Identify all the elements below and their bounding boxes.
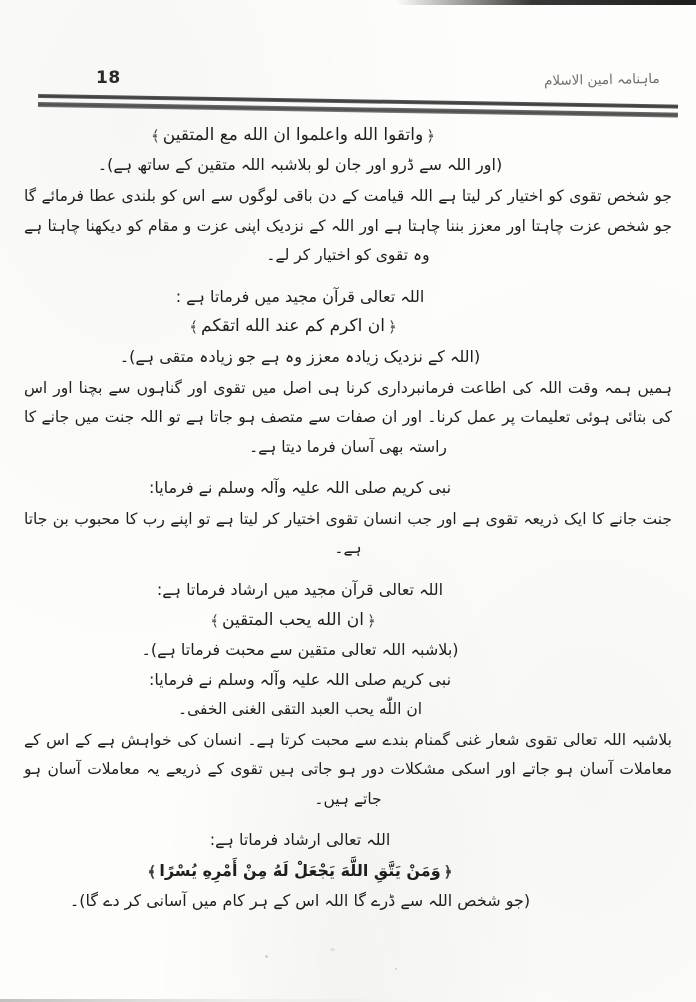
scan-speck bbox=[330, 948, 335, 951]
scan-speck bbox=[395, 968, 397, 970]
verse-open-ornament: ﴿ bbox=[387, 318, 397, 337]
paragraph-spacer bbox=[24, 568, 672, 577]
para-3: جنت جانے کا ایک ذریعہ تقوی ہے اور جب انسان تقوی اختیار کر لیتا ہے تو اپنے رب کا محبوب بن جاتا ہے۔ bbox=[24, 509, 672, 558]
verse-3-translation: (بلاشبہ اللہ تعالی متقین سے محبت فرماتا ہے)۔ bbox=[141, 640, 459, 660]
intro-2: نبی کریم صلی اللہ علیہ وآلہ وسلم نے فرمایا: bbox=[148, 478, 452, 498]
page-body bbox=[24, 122, 672, 918]
intro-5: اللہ تعالی ارشاد فرماتا ہے: bbox=[209, 829, 391, 849]
verse-open-ornament: ﴿ bbox=[426, 127, 435, 145]
verse-4 bbox=[24, 857, 672, 885]
verse-1 bbox=[24, 122, 672, 148]
verse-close-ornament: ﴾ bbox=[210, 611, 219, 630]
verse-close-ornament: ﴾ bbox=[147, 862, 157, 881]
verse-text: ان الله يحب المتقين bbox=[222, 609, 364, 630]
paragraph-spacer bbox=[24, 466, 672, 475]
para-2: ہمیں ہمہ وقت اللہ کی اطاعت فرمانبرداری کرنا ہی اصل میں تقوی اور گناہوں سے بچنا اور اس کی بتائی ہوئی تعلیمات پر عمل کرنا۔ اور ان صفات سے متصف ہو جاتا ہے تو اللہ جنت میں جانے کا راستہ بھی آسان فرما دیتا ہے۔ bbox=[24, 378, 672, 456]
verse-close-ornament: ﴾ bbox=[189, 318, 199, 337]
scan-edge-artifact bbox=[396, 0, 696, 5]
paragraph-spacer bbox=[24, 275, 672, 284]
verse-open-ornament: ﴿ bbox=[443, 862, 453, 881]
page-header bbox=[0, 68, 696, 116]
hadith-1: ان اللّٰه يحب العبد التقى الغنى الخفى۔ bbox=[177, 699, 423, 718]
verse-open-ornament: ﴿ bbox=[367, 611, 376, 630]
paragraph-spacer bbox=[24, 818, 672, 827]
scan-speck bbox=[265, 955, 268, 958]
verse-text: واتقوا الله واعلموا ان الله مع المتقين bbox=[162, 125, 424, 145]
verse-2 bbox=[24, 313, 672, 339]
magazine-title: ماہنامہ امین الاسلام bbox=[544, 70, 661, 90]
para-1: جو شخص تقوی کو اختیار کر لیتا ہے اللہ قیامت کے دن باقی لوگوں سے اس کو بلندی عطا فرمائے گا جو شخص عزت چاہتا اور معزز بننا چاہتا ہے اور اللہ کے نزدیک اپنی عزت و مقام کو دیکھنا چاہتا ہے وہ تقوی کو اختیار کر لے۔ bbox=[24, 187, 672, 265]
verse-4-translation: (جو شخص اللہ سے ڈرے گا اللہ اس کے ہر کام میں آسانی کر دے گا)۔ bbox=[69, 891, 531, 911]
intro-3: اللہ تعالی قرآن مجید میں ارشاد فرماتا ہے: bbox=[156, 579, 444, 599]
page-number: 18 bbox=[96, 68, 121, 88]
verse-text: وَمَنْ يَتَّقِ اللَّهَ يَجْعَلْ لَهُ مِنْ أَمْرِهِ يُسْرًا bbox=[159, 860, 441, 880]
verse-close-ornament: ﴾ bbox=[150, 127, 160, 145]
intro-1: اللہ تعالی قرآن مجید میں فرماتا ہے : bbox=[175, 286, 425, 306]
verse-3 bbox=[24, 607, 672, 633]
verse-1-translation: (اور اللہ سے ڈرو اور جان لو بلاشبہ اللہ متقین کے ساتھ ہے)۔ bbox=[97, 155, 503, 175]
para-4: بلاشبہ اللہ تعالی تقوی شعار غنی گمنام بندے سے محبت کرتا ہے۔ انسان کی خواہش ہے کے اس کے معاملات آسان ہو جاتے اور اسکی مشکلات دور ہو جاتی ہیں تقوی کے ذریعے یہ معاملات آسان ہو جاتے ہیں۔ bbox=[24, 730, 672, 808]
verse-text: ان اکرم کم عند الله اتقکم bbox=[201, 316, 385, 337]
intro-4: نبی کریم صلی اللہ علیہ وآلہ وسلم نے فرمایا: bbox=[148, 669, 452, 689]
verse-2-translation: (اللہ کے نزدیک زیادہ معزز وہ ہے جو زیادہ متقی ہے)۔ bbox=[119, 346, 481, 366]
